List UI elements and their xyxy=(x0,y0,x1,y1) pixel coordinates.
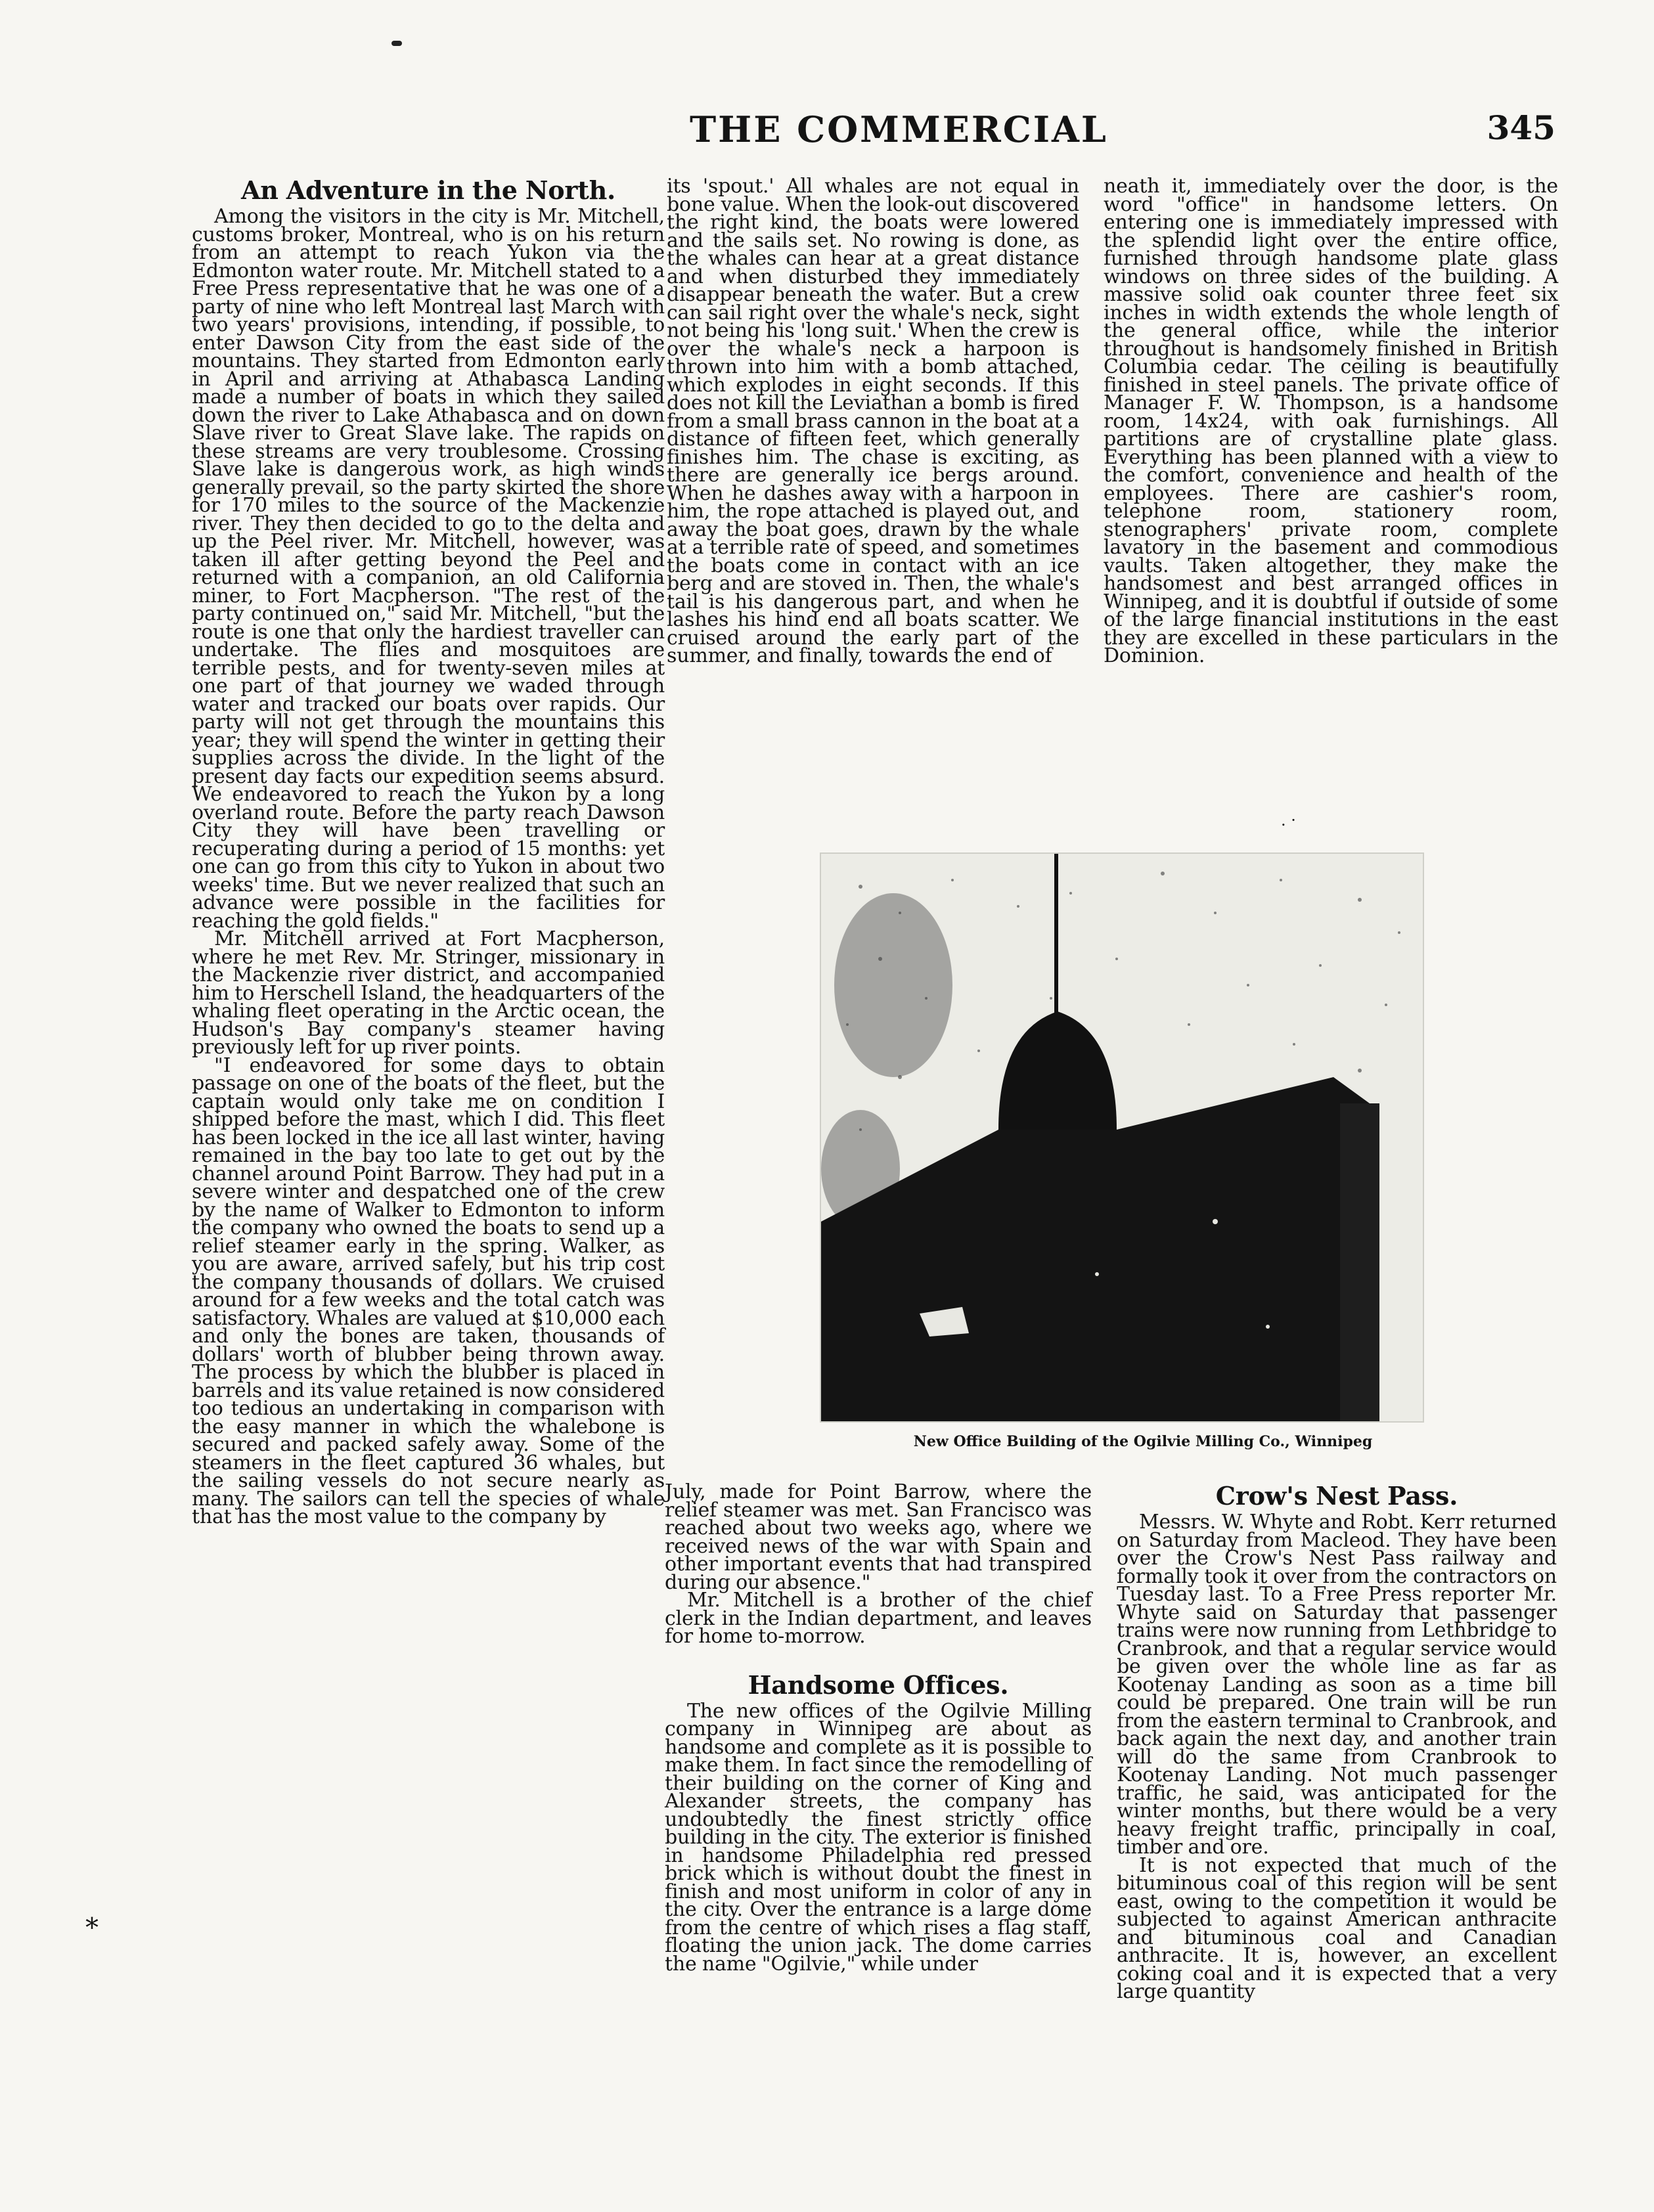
paragraph: The new offices of the Ogilvie Milling company in Winnipeg are about as handsome and complete as it is possible to make them. In fact since the remodelling of their building on the corner of King and Alexander streets, the company has undoubtedly the finest strictly office building in the city. The exterior is finished in handsome Philadelphia red pressed brick which is without doubt the finest in finish and most uniform in color of any in the city. Over the entrance is a large dome from the centre of which rises a flag staff, floating the union jack. The dome carries the name "Ogilvie," while under xyxy=(665,1699,1092,1976)
ink-dots: . · xyxy=(1281,811,1296,830)
paragraph: Among the visitors in the city is Mr. Mitchell, customs broker, Montreal, who is on his return from an attempt to reach Yukon via the Edmonton water route. Mr. Mitchell stated to a Free Press representative that he was one of a party of nine who left Montreal last March with two years' provisions, intending, if possible, to enter Dawson City from the east side of the mountains. They started from Edmonton early in April and arriving at Athabasca Landing made a number of boats in which they sailed down the river to Lake Athabasca and on down Slave river to Great Slave lake. The rapids on these streams are very troublesome. Crossing Slave lake is dangerous work, as high winds generally prevail, so the party skirted the shore for 170 miles to the source of the Mackenzie river. They then decided to go to the delta and up the Peel river. Mr. Mitchell, however, was taken ill after getting beyond the Peel and returned with a companion, an old California miner, to Fort Macpherson. "The rest of the party continued on," said Mr. Mitchell, "but the route is one that only the hardiest traveller can undertake. The flies and mosquitoes are terrible pests, and for twenty-seven miles at one part of that journey we waded through water and tracked our boats over rapids. Our party will not get through the mountains this year; they will spend the winter in getting their supplies across the divide. In the light of the present day facts our expedition seems absurd. We endeavored to reach the Yukon by a long overland route. Before the party reach Dawson City they will have been travelling or recuperating during a period of 15 months: yet one can go from this city to Yukon in about two weeks' time. But we never realized that such an advance were possible in the facilities for reaching the gold fields." xyxy=(192,205,665,933)
article-title-offices: Handsome Offices. xyxy=(748,1670,1009,1700)
paragraph: July, made for Point Barrow, where the relief steamer was met. San Francisco was reached about two weeks ago, where we received news of the war with Spain and other important events that had transpired during our absence." xyxy=(665,1480,1092,1594)
photo-caption: New Office Building of the Ogilvie Milling Co., Winnipeg xyxy=(913,1433,1373,1450)
paragraph: It is not expected that much of the bituminous coal of this region will be sent east, owing to the competition it would be subjected to against American anthracite and bituminous coal and Canadian anthracite. It is, however, an excellent coking coal and it is expected that a very large quantity xyxy=(1117,1853,1557,2003)
paragraph: Mr. Mitchell arrived at Fort Macpherson, where he met Rev. Mr. Stringer, missionary in the Mackenzie river district, and accompanied him to Herschell Island, the headquarters of the whaling fleet operating in the Arctic ocean, the Hudson's Bay company's steamer having previously left for up river points. xyxy=(192,927,665,1059)
paragraph: its 'spout.' All whales are not equal in bone value. When the look-out discovered the right kind, the boats were lowered and the sails set. No rowing is done, as the whales can hear at a great distance and when disturbed they immediately disappear beneath the water. But a crew can sail right over the whale's neck, sight not being his 'long suit.' When the crew is over the whale's neck a harpoon is thrown into him with a bomb attached, which explodes in eight seconds. If this does not kill the Leviathan a bomb is fired from a small brass cannon in the boat at a distance of fifteen feet, which generally finishes him. The chase is exciting, as there are generally ice bergs around. When he dashes away with a harpoon in him, the rope attached is played out, and away the boat goes, drawn by the whale at a terrible rate of speed, and sometimes the boats come in contact with an ice berg and are stoved in. Then, the whale's tail is his dangerous part, and when he lashes his hind end all boats scatter. We cruised around the early part of the summer, and finally, towards the end of xyxy=(667,175,1079,667)
page-number: 345 xyxy=(1486,108,1555,147)
column-4 xyxy=(665,1480,1092,1976)
margin-mark: ⁎ xyxy=(85,1905,99,1935)
paragraph: Mr. Mitchell is a brother of the chief clerk in the Indian department, and leaves for home to-morrow. xyxy=(665,1589,1092,1648)
paragraph: "I endeavored for some days to obtain passage on one of the boats of the fleet, but the captain would only take me on condition I shipped before the mast, which I did. This fleet has been locked in the ice all last winter, having remained in the bay too late to get out by the channel around Point Barrow. They had put in a severe winter and despatched one of the crew by the name of Walker to Edmonton to inform the company who owned the boats to send up a relief steamer early in the spring. Walker, as you are aware, arrived safely, but his trip cost the company thousands of dollars. We cruised around for a few weeks and the total catch was satisfactory. Whales are valued at $10,000 each and only the bones are taken, thousands of dollars' worth of blubber being thrown away. The process by which the blubber is placed in barrels and its value retained is now considered too tedious an undertaking in comparison with the easy manner in which the whalebone is secured and packed safely away. Some of the steamers in the fleet captured 36 whales, but the sailing vessels do not secure nearly as many. The sailors can tell the species of whale that has the most value to the company by xyxy=(192,1053,665,1528)
building-photo xyxy=(820,852,1424,1423)
building-illustration xyxy=(821,854,1423,1421)
article-title-adventure: An Adventure in the North. xyxy=(240,175,616,205)
page-header: THE COMMERCIAL xyxy=(690,108,1108,150)
paragraph: neath it, immediately over the door, is the word "office" in handsome letters. On entering one is immediately impressed with the splendid light over the entire office, furnished through handsome plate glass windows on three sides of the building. A massive solid oak counter three feet six inches in width extends the whole length of the general office, while the interior throughout is handsomely finished in British Columbia cedar. The ceiling is beautifully finished in steel panels. The private office of Manager F. W. Thompson, is a handsome room, 14x24, with oak furnishings. All partitions are of crystalline plate glass. Everything has been planned with a view to the comfort, convenience and health of the employees. There are cashier's room, telephone room, stationery room, stenographers' private room, complete lavatory in the basement and commodious vaults. Taken altogether, they make the handsomest and best arranged offices in Winnipeg, and it is doubtful if outside of some of the large financial institutions in the east they are excelled in these particulars in the Dominion. xyxy=(1104,175,1558,667)
paragraph: Messrs. W. Whyte and Robt. Kerr returned on Saturday from Macleod. They have been over the Crow's Nest Pass railway and formally took it over from the contractors on Tuesday last. To a Free Press reporter Mr. Whyte said on Saturday that passenger trains were now running from Lethbridge to Cranbrook, and that a regular service would be given over the whole line as far as Kootenay Landing as soon as a time bill could be prepared. One train will be run from the eastern terminal to Cranbrook, and back again the next day, and another train will do the same from Cranbrook to Kootenay Landing. Not much passenger traffic, he said, was anticipated for the winter months, but there would be a very heavy freight traffic, principally in coal, timber and ore. xyxy=(1117,1511,1557,1859)
column-5 xyxy=(1117,1483,1557,2001)
ink-speck xyxy=(391,41,402,46)
article-title-crows-nest: Crow's Nest Pass. xyxy=(1215,1481,1458,1511)
column-3 xyxy=(1104,177,1558,665)
column-1 xyxy=(192,177,665,1526)
column-2 xyxy=(667,177,1079,665)
